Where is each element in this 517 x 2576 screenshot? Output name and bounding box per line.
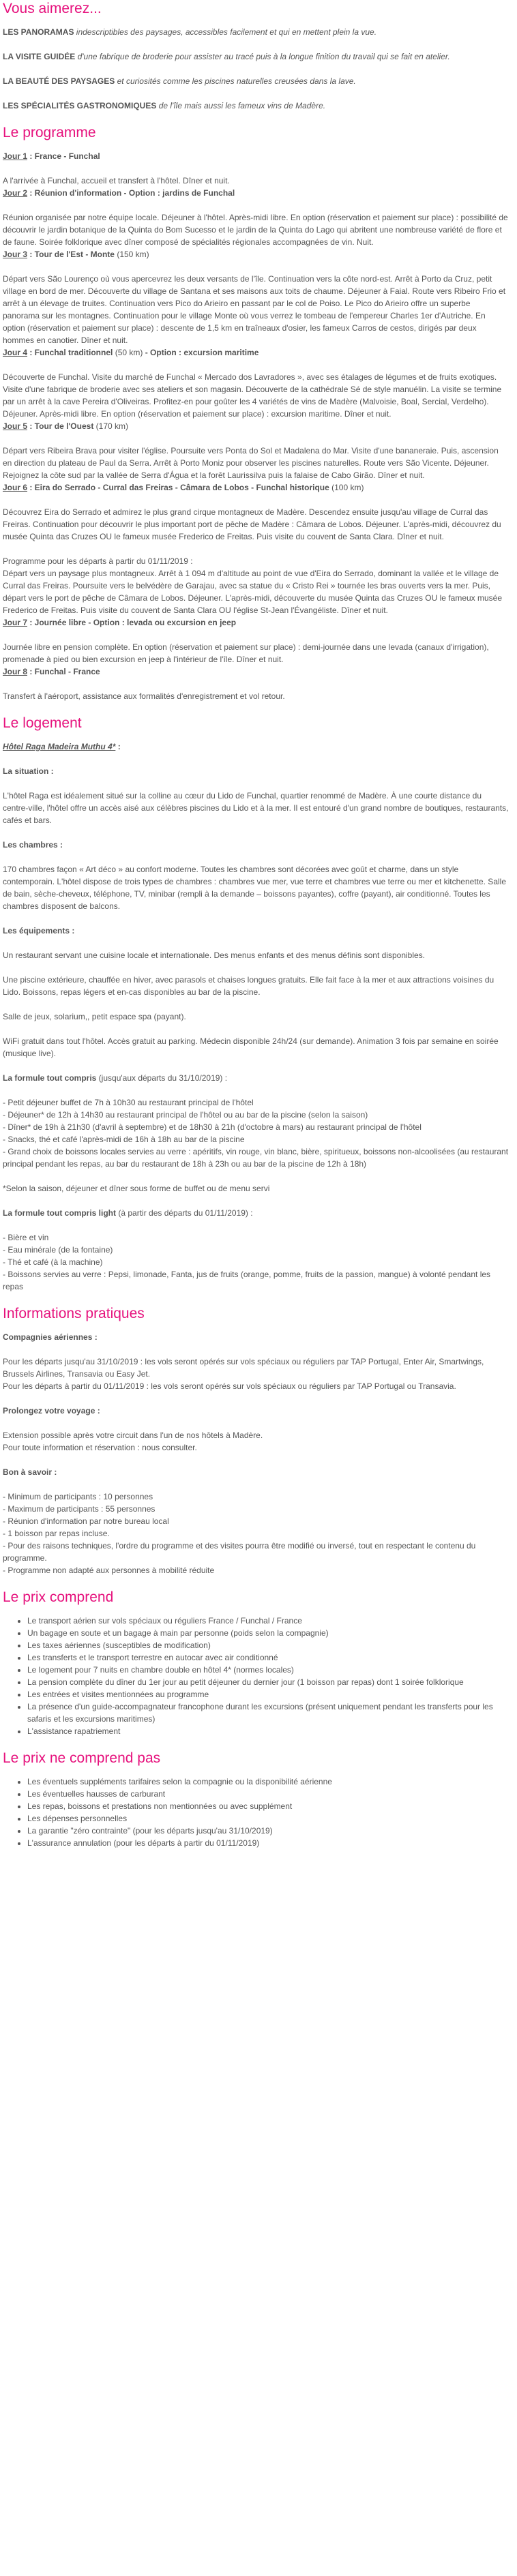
programme-paragraph bbox=[3, 273, 509, 359]
programme-line bbox=[3, 445, 509, 481]
formule1-items bbox=[3, 1096, 509, 1170]
programme-text: Programme pour les départs à partir du 01/11/2019 : bbox=[3, 556, 193, 566]
prix-ne-comprend-item: • Les éventuelles hausses de carburant bbox=[27, 1788, 509, 1800]
formule2-sub: (à partir des départs du 01/11/2019) : bbox=[116, 1208, 253, 1218]
programme-paragraph bbox=[3, 211, 509, 260]
highlight-title: LA VISITE GUIDÉE bbox=[3, 52, 76, 61]
formule1-item: - Grand choix de boissons locales servies au verre : apéritifs, vin rouge, vin blanc, bière, spiritueux, boissons non-alcoolisées (au restaurant principal pendant les repas, au bar du restaurant de 18h à 23h ou au bar de la piscine de 12h à 18h) bbox=[3, 1147, 509, 1169]
formule1-note: *Selon la saison, déjeuner et dîner sous forme de buffet ou de menu servi bbox=[3, 1184, 270, 1193]
programme-line bbox=[3, 211, 509, 248]
prix-comprend-item: • Les entrées et visites mentionnées au programme bbox=[27, 1688, 509, 1701]
prolongez-text bbox=[3, 1429, 509, 1454]
highlight-title: LES SPÉCIALITÉS GASTRONOMIQUES bbox=[3, 101, 157, 110]
savoir-item: - Réunion d'information par notre bureau local bbox=[3, 1516, 169, 1526]
programme-paragraph bbox=[3, 555, 509, 629]
formule2-item: - Thé et café (à la machine) bbox=[3, 1257, 103, 1267]
heading-programme: Le programme bbox=[3, 125, 96, 140]
savoir-item: - Minimum de participants : 10 personnes bbox=[3, 1492, 153, 1501]
prix-comprend-item: • Les transferts et le transport terrestre en autocar avec air conditionné bbox=[27, 1651, 509, 1664]
savoir-label: Bon à savoir : bbox=[3, 1467, 57, 1477]
prix-ne-comprend-item: • La garantie "zéro contrainte" (pour les départs jusqu'au 31/10/2019) bbox=[27, 1825, 509, 1837]
chambres-label: Les chambres : bbox=[3, 840, 63, 850]
day-number: Jour 1 bbox=[3, 151, 28, 161]
prolongez-line: Pour toute information et réservation : nous consulter. bbox=[3, 1443, 197, 1452]
day-label: : Tour de l'Est - Monte bbox=[27, 250, 115, 259]
infos-section bbox=[3, 1331, 509, 1576]
prix-comprend-item: • Le logement pour 7 nuits en chambre double en hôtel 4* (normes locales) bbox=[27, 1664, 509, 1676]
day-title bbox=[3, 665, 509, 678]
formule2-items bbox=[3, 1231, 509, 1293]
programme-text: Départ vers un paysage plus montagneux. Arrêt à 1 094 m d'altitude au point de vue d'Eira do Serrado, dominant la vallée et le village de Curral das Freiras. Poursuite vers le belvédère de Garajau, avec sa statue du « Cristo Rei » tournée les bras ouverts vers la mer. Puis, départ vers le port de pêche de Câmara de Lobos. Déjeuner. L'après-midi, découverte du musée Quinta das Cruzes OU le fameux musée Frederico de Freitas. Puis visite du couvent de Santa Clara OU l'église St-Jean l'Évangéliste. Dîner et nuit. bbox=[3, 569, 503, 615]
chambres-text: 170 chambres façon « Art déco » au confort moderne. Toutes les chambres sont décorées avec goût et charme, dans un style contemporain. L'hôtel dispose de trois types de chambres : chambres vue mer, vue terre et chambres vue terre ou mer et kitchenette. Salle de bain, sèche-cheveux, téléphone, TV, minibar (rempli à la demande – boissons payantes), coffre (payant), air conditionné. Toutes les chambres disposent de balcons. bbox=[3, 865, 506, 911]
formule1-item: - Snacks, thé et café l'après-midi de 16h à 18h au bar de la piscine bbox=[3, 1135, 245, 1144]
equipement-text: WiFi gratuit dans tout l'hôtel. Accès gratuit au parking. Médecin disponible 24h/24 (sur demande). Animation 3 fois par semaine en soirée (musique live). bbox=[3, 1036, 499, 1058]
equipement-text: Un restaurant servant une cuisine locale et internationale. Des menus enfants et des menus définis sont disponibles. bbox=[3, 950, 426, 960]
programme-line bbox=[3, 690, 509, 702]
formule2-item: - Eau minérale (de la fontaine) bbox=[3, 1245, 113, 1255]
savoir-item: - Maximum de participants : 55 personnes bbox=[3, 1504, 156, 1514]
day-title bbox=[3, 150, 509, 162]
day-title bbox=[3, 481, 509, 494]
prix-comprend-item: • Un bagage en soute et un bagage à main par personne (poids selon la compagnie) bbox=[27, 1627, 509, 1639]
day-distance: (150 km) bbox=[114, 250, 149, 259]
prix-ne-comprend-list bbox=[3, 1776, 509, 1849]
programme-paragraph bbox=[3, 371, 509, 432]
day-title bbox=[3, 187, 509, 199]
highlight-text: de l'île mais aussi les fameux vins de Madère. bbox=[156, 101, 326, 110]
day-label: : Tour de l'Ouest bbox=[27, 421, 94, 431]
formule1-item: - Déjeuner* de 12h à 14h30 au restaurant principal de l'hôtel ou au bar de la piscine (selon la saison) bbox=[3, 1110, 368, 1120]
day-label: : Réunion d'information - Option : jardins de Funchal bbox=[27, 188, 235, 198]
programme-text: Découverte de Funchal. Visite du marché de Funchal « Mercado dos Lavradores », avec ses étalages de légumes et de fruits exotiques. Visite d'une fabrique de broderie avec ses ateliers et son magasin. Découverte de la cathédrale Sé de style manuélin. La visite se termine par un arrêt à la cave Pereira d'Oliveiras. Profitez-en pour goûter les 4 variétés de vins de Madère (Malvoisie, Boal, Sercial, Verdelho). Déjeuner. Après-midi libre. En option (réservation et paiement sur place) : excursion maritime. Dîner et nuit. bbox=[3, 372, 502, 419]
heading-prix-ne-comprend: Le prix ne comprend pas bbox=[3, 1750, 161, 1766]
compagnies-line: Pour les départs jusqu'au 31/10/2019 : les vols seront opérés sur vols spéciaux ou réguliers par TAP Portugal, Enter Air, Smartwings, Brussels Airlines, Transavia ou Easy Jet. bbox=[3, 1357, 484, 1379]
day-title bbox=[3, 616, 509, 629]
day-number: Jour 4 bbox=[3, 348, 28, 357]
programme-paragraph bbox=[3, 445, 509, 494]
equipement-text: Une piscine extérieure, chauffée en hiver, avec parasols et chaises longues gratuits. Elle fait face à la mer et aux attractions voisines du Lido. Boissons, repas légers et en-cas disponibles au bar de la piscine. bbox=[3, 975, 494, 997]
savoir-item: - Pour des raisons techniques, l'ordre du programme et des visites pourra être modifié ou inversé, tout en respectant le contenu du programme. bbox=[3, 1541, 476, 1563]
day-number: Jour 2 bbox=[3, 188, 28, 198]
prix-comprend-item: • Le transport aérien sur vols spéciaux ou réguliers France / Funchal / France bbox=[27, 1615, 509, 1627]
programme-text: Départ vers Ribeira Brava pour visiter l'église. Poursuite vers Ponta do Sol et Madalena do Mar. Visite d'une bananeraie. Puis, ascension en direction du plateau de Paul da Serra. Arrêt à Porto Moniz pour observer les piscines naturelles. Route vers São Vicente. Déjeuner. Rejoignez la côte sud par la vallée de Serra d'Água et la forêt Laurissilva puis la falaise de Cabo Girão. Dîner et nuit. bbox=[3, 446, 499, 480]
day-number: Jour 6 bbox=[3, 483, 28, 492]
highlight-item bbox=[3, 100, 509, 112]
prix-comprend-item: • Les taxes aériennes (susceptibles de modification) bbox=[27, 1639, 509, 1651]
day-title bbox=[3, 420, 509, 432]
day-number: Jour 7 bbox=[3, 618, 28, 627]
heading-prix-comprend: Le prix comprend bbox=[3, 1589, 114, 1605]
prix-ne-comprend-item: • Les repas, boissons et prestations non mentionnées ou avec supplément bbox=[27, 1800, 509, 1812]
day-distance: (50 km) bbox=[113, 348, 145, 357]
day-label: : Journée libre - Option : levada ou excursion en jeep bbox=[27, 618, 237, 627]
prix-comprend-item: • La présence d'un guide-accompagnateur francophone durant les excursions (présent uniquement pendant les transferts pour les safaris et les excursions maritimes) bbox=[27, 1701, 509, 1725]
day-distance: (170 km) bbox=[93, 421, 129, 431]
equipement-text: Salle de jeux, solarium,, petit espace spa (payant). bbox=[3, 1012, 186, 1021]
day-label: : Funchal - France bbox=[27, 667, 100, 676]
formule1-item: - Petit déjeuner buffet de 7h à 10h30 au restaurant principal de l'hôtel bbox=[3, 1098, 254, 1107]
formule1-label: La formule tout compris bbox=[3, 1073, 97, 1083]
programme-paragraph bbox=[3, 506, 509, 543]
programme-text: Journée libre en pension complète. En option (réservation et paiement sur place) : demi-journée dans une levada (canaux d'irrigation), promenade à pied ou bien excursion en jeep à l'intérieur de l'île. Dîner et nuit. bbox=[3, 642, 489, 664]
equipements-list bbox=[3, 949, 509, 1060]
programme-paragraph bbox=[3, 690, 509, 702]
programme-text: Transfert à l'aéroport, assistance aux formalités d'enregistrement et vol retour. bbox=[3, 691, 285, 701]
prolongez-line: Extension possible après votre circuit dans l'un de nos hôtels à Madère. bbox=[3, 1431, 263, 1440]
highlights-section bbox=[3, 26, 509, 112]
hotel-name: Hôtel Raga Madeira Muthu 4* bbox=[3, 742, 116, 751]
situation-label: La situation : bbox=[3, 766, 54, 776]
highlight-title: LES PANORAMAS bbox=[3, 27, 74, 37]
logement-section bbox=[3, 740, 509, 1293]
formule2-label: La formule tout compris light bbox=[3, 1208, 117, 1218]
compagnies-text bbox=[3, 1356, 509, 1392]
programme-line bbox=[3, 273, 509, 346]
programme-section bbox=[3, 150, 509, 702]
programme-line bbox=[3, 641, 509, 665]
day-number: Jour 8 bbox=[3, 667, 28, 676]
day-number: Jour 5 bbox=[3, 421, 28, 431]
formule2-item: - Boissons servies au verre : Pepsi, limonade, Fanta, jus de fruits (orange, pomme, fruits de la passion, mangue) à volonté pendant les repas bbox=[3, 1270, 491, 1291]
programme-paragraph bbox=[3, 641, 509, 678]
programme-text: Réunion organisée par notre équipe locale. Déjeuner à l'hôtel. Après-midi libre. En option (réservation et paiement sur place) : possibilité de découvrir le jardin botanique de la Quinta do Bom Sucesso et le jardin de la Quinta do Lago qui abritent une nombreuse variété de flore et de faune. Soirée folklorique avec dîner composé de spécialités régionales accompagnées de vin. Nuit. bbox=[3, 213, 508, 247]
programme-line bbox=[3, 506, 509, 543]
hotel-name-line bbox=[3, 740, 509, 753]
programme-text: A l'arrivée à Funchal, accueil et transfert à l'hôtel. Dîner et nuit. bbox=[3, 176, 230, 185]
heading-infos: Informations pratiques bbox=[3, 1306, 145, 1321]
programme-line bbox=[3, 567, 509, 616]
day-label: : Funchal traditionnel bbox=[27, 348, 113, 357]
prix-comprend-item: • L'assistance rapatriement bbox=[27, 1725, 509, 1737]
equipements-label: Les équipements : bbox=[3, 926, 75, 935]
programme-line bbox=[3, 371, 509, 420]
highlight-text: indescriptibles des paysages, accessibles facilement et qui en mettent plein la vue. bbox=[74, 27, 377, 37]
formule1-heading bbox=[3, 1072, 509, 1084]
compagnies-line: Pour les départs à partir du 01/11/2019 : les vols seront opérés sur vols spéciaux ou réguliers par TAP Portugal ou Transavia. bbox=[3, 1381, 456, 1391]
formule2-item: - Bière et vin bbox=[3, 1233, 49, 1242]
savoir-item: - Programme non adapté aux personnes à mobilité réduite bbox=[3, 1566, 215, 1575]
prix-ne-comprend-item: • Les dépenses personnelles bbox=[27, 1812, 509, 1825]
highlight-text: et curiosités comme les piscines naturelles creusées dans la lave. bbox=[115, 76, 356, 86]
programme-line bbox=[3, 175, 509, 187]
highlight-item bbox=[3, 50, 509, 63]
heading-logement: Le logement bbox=[3, 715, 82, 731]
highlight-title: LA BEAUTÉ DES PAYSAGES bbox=[3, 76, 115, 86]
highlight-item bbox=[3, 75, 509, 87]
formule1-item: - Dîner* de 19h à 21h30 (d'avril à septembre) et de 18h30 à 21h (d'octobre à mars) au restaurant principal de l'hôtel bbox=[3, 1122, 422, 1132]
day-title bbox=[3, 346, 509, 359]
day-number: Jour 3 bbox=[3, 250, 28, 259]
highlight-item bbox=[3, 26, 509, 38]
prolongez-label: Prolongez votre voyage : bbox=[3, 1406, 100, 1416]
savoir-list bbox=[3, 1491, 509, 1576]
day-label: : Eira do Serrado - Curral das Freiras - Câmara de Lobos - Funchal historique bbox=[27, 483, 329, 492]
formule1-sub: (jusqu'aux départs du 31/10/2019) : bbox=[96, 1073, 228, 1083]
highlight-text: d'une fabrique de broderie pour assister au tracé puis à la longue finition du travail qui se fait en atelier. bbox=[75, 52, 450, 61]
savoir-item: - 1 boisson par repas incluse. bbox=[3, 1529, 110, 1538]
situation-text: L'hôtel Raga est idéalement situé sur la colline au cœur du Lido de Funchal, quartier renommé de Madère. À une courte distance du centre-ville, l'hôtel offre un accès aisé aux célèbres piscines du Lido et à la mer. Il est entouré d'un grand nombre de boutiques, restaurants, cafés et bars. bbox=[3, 791, 509, 825]
prix-ne-comprend-item: • L'assurance annulation (pour les départs à partir du 01/11/2019) bbox=[27, 1837, 509, 1849]
hotel-name-suffix: : bbox=[115, 742, 121, 751]
heading-vous-aimerez: Vous aimerez... bbox=[3, 1, 102, 16]
programme-paragraph bbox=[3, 150, 509, 199]
programme-text: Départ vers São Lourenço où vous apercevrez les deux versants de l'île. Continuation vers la côte nord-est. Arrêt à Porto da Cruz, petit village en bord de mer. Découverte du village de Santana et ses maisons aux toits de chaume. Déjeuner à Faial. Route vers Ribeiro Frio et arrêt à un élevage de truites. Continuation vers Pico do Arieiro en passant par le col de Poiso. Le Pico do Arieiro offre un superbe panorama sur les montagnes. Continuation pour le village Monte où vous verrez le tombeau de l'empereur Charles 1er d'Autriche. En option (réservation et paiement sur place) : descente de 1,5 km en traîneaux d'osier, les fameux Carros de cestos, dirigés par deux hommes en canotier. Dîner et nuit. bbox=[3, 274, 506, 345]
compagnies-label: Compagnies aériennes : bbox=[3, 1332, 98, 1342]
day-title bbox=[3, 248, 509, 260]
programme-line bbox=[3, 555, 509, 567]
day-option: - Option : excursion maritime bbox=[145, 348, 259, 357]
prix-ne-comprend-item: • Les éventuels suppléments tarifaires selon la compagnie ou la disponibilité aérienne bbox=[27, 1776, 509, 1788]
prix-comprend-item: • La pension complète du dîner du 1er jour au petit déjeuner du dernier jour (1 boisson par repas) dont 1 soirée folklorique bbox=[27, 1676, 509, 1688]
programme-text: Découvrez Eira do Serrado et admirez le plus grand cirque montagneux de Madère. Descendez ensuite jusqu'au village de Curral das Freiras. Continuation pour découvrir le plus important port de pêche de Madère : Câmara de Lobos. Déjeuner. L'après-midi, découvrez du musée Quinta das Cruzes OU le fameux musée Frederico de Freitas. Puis visite du couvent de Santa Clara. Dîner et nuit. bbox=[3, 507, 501, 541]
day-distance: (100 km) bbox=[329, 483, 364, 492]
formule2-heading bbox=[3, 1207, 509, 1219]
day-label: : France - Funchal bbox=[27, 151, 100, 161]
programme-line bbox=[3, 162, 509, 175]
prix-comprend-list bbox=[3, 1615, 509, 1737]
